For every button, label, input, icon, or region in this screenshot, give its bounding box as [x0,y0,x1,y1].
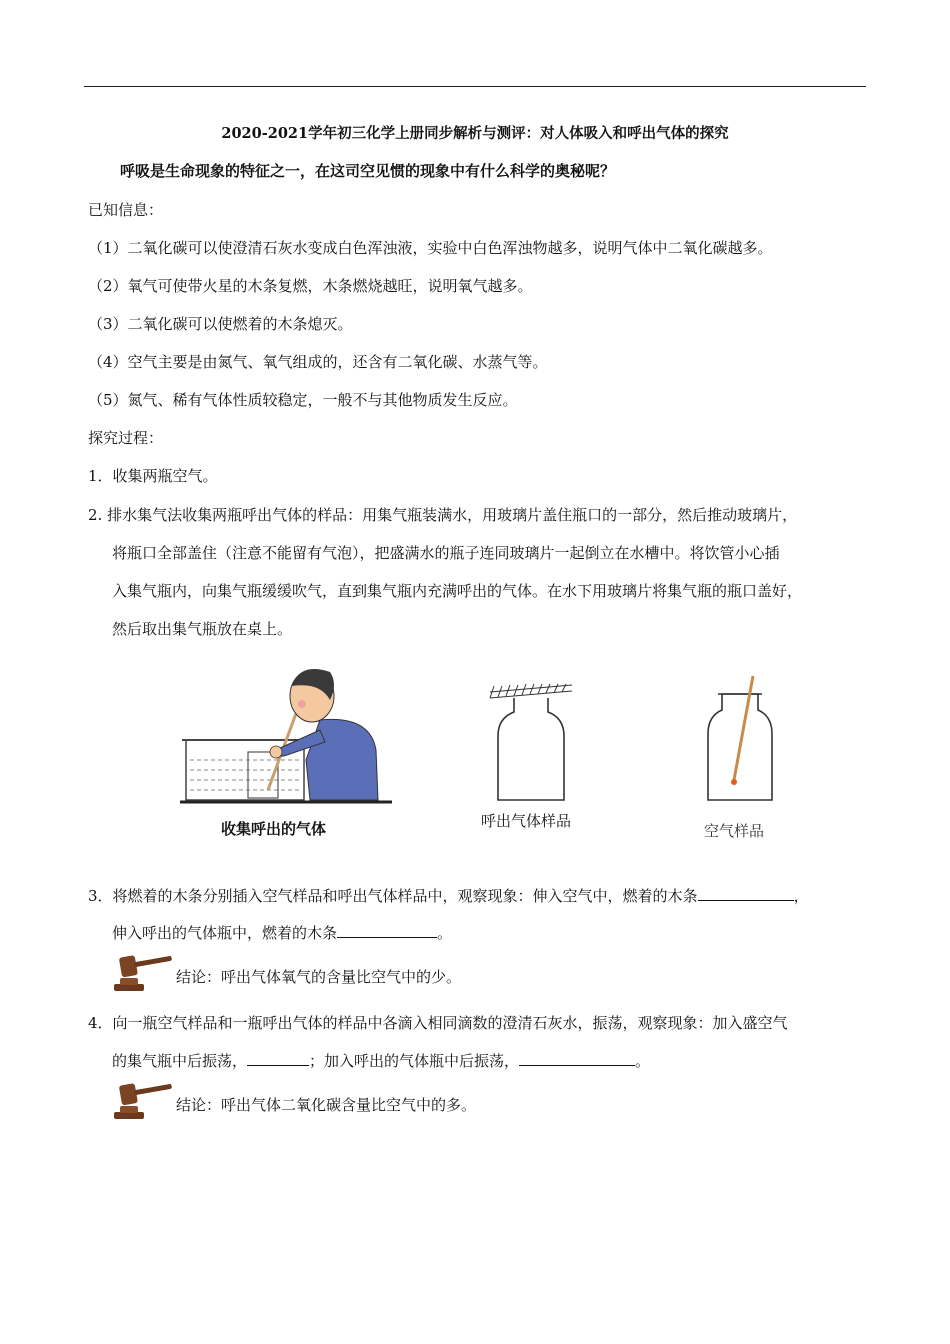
step-3-text: 3．将燃着的木条分别插入空气样品和呼出气体样品中，观察现象：伸入空气中，燃着的木条 [88,887,698,905]
answer-blank[interactable] [337,923,437,938]
collect-exhaled-gas-illustration [180,660,400,810]
answer-blank[interactable] [519,1051,635,1066]
known-item: （5）氮气、稀有气体性质较稳定，一般不与其他物质发生反应。 [88,391,518,409]
header-rule [84,86,866,87]
process-heading: 探究过程： [88,429,164,447]
answer-blank[interactable] [247,1051,309,1066]
conclusion-1: 结论：呼出气体氧气的含量比空气中的少。 [176,968,462,986]
step-2-line: 将瓶口全部盖住（注意不能留有气泡），把盛满水的瓶子连同玻璃片一起倒立在水槽中。将饮管小心插 [112,544,780,562]
gavel-icon [110,1082,174,1122]
punct: 。 [635,1052,651,1070]
step-3-text: 伸入呼出的气体瓶中，燃着的木条 [112,924,338,942]
air-sample-bottle-illustration [700,672,780,807]
step-4-text: ；加入呼出的气体瓶中后振荡， [309,1052,520,1070]
known-heading: 已知信息： [88,201,164,219]
known-item: （4）空气主要是由氮气、氧气组成的，还含有二氧化碳、水蒸气等。 [88,353,548,371]
caption-exhaled: 呼出气体样品 [481,812,572,830]
known-item: （2）氧气可使带火星的木条复燃，木条燃烧越旺，说明氧气越多。 [88,277,533,295]
step-2-line: 2. 排水集气法收集两瓶呼出气体的样品：用集气瓶装满水，用玻璃片盖住瓶口的一部分，然后推动玻璃片， [88,506,798,524]
conclusion-2: 结论：呼出气体二氧化碳含量比空气中的多。 [176,1096,477,1114]
caption-air: 空气样品 [704,822,765,840]
known-item: （3）二氧化碳可以使燃着的木条熄灭。 [88,315,353,333]
page-title: 2020-2021学年初三化学上册同步解析与测评：对人体吸入和呼出气体的探究 [221,125,729,142]
known-item: （1）二氧化碳可以使澄清石灰水变成白色浑浊液，实验中白色浑浊物越多，说明气体中二氧化碳越多。 [88,239,773,257]
punct: 。 [437,924,453,942]
step-2-line: 入集气瓶内，向集气瓶缓缓吹气，直到集气瓶内充满呼出的气体。在水下用玻璃片将集气瓶的瓶口盖好， [112,582,803,600]
step-1: 1．收集两瓶空气。 [88,467,218,485]
step-3-line [112,922,452,943]
step-4-text: 的集气瓶中后振荡， [112,1052,248,1070]
step-4-line [112,1050,650,1071]
punct: ， [793,887,809,905]
subtitle: 呼吸是生命现象的特征之一，在这司空见惯的现象中有什么科学的奥秘呢？ [120,162,616,180]
step-4-line: 4．向一瓶空气样品和一瓶呼出气体的样品中各滴入相同滴数的澄清石灰水，振荡，观察现象：加入盛空气 [88,1014,788,1032]
answer-blank[interactable] [698,886,794,901]
step-2-line: 然后取出集气瓶放在桌上。 [112,620,293,638]
caption-collect: 收集呼出的气体 [221,820,327,838]
exhaled-gas-bottle-illustration [488,682,578,807]
step-3-line [88,885,809,906]
gavel-icon [110,954,174,994]
